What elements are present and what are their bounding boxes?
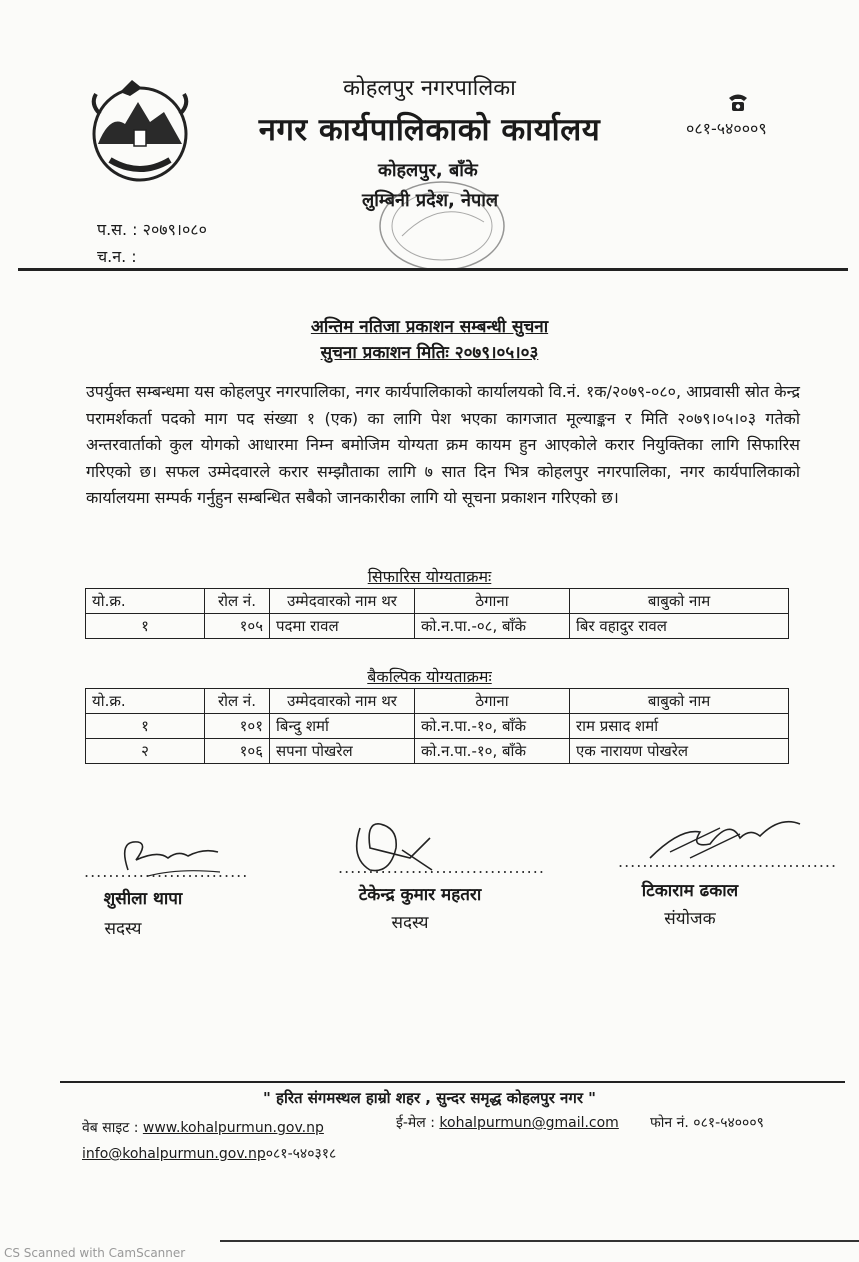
signature-1 (108, 830, 228, 890)
signatory-3-role: संयोजक (664, 909, 716, 929)
footer-phone: फोन नं. ०८१-५४०००९ (650, 1115, 764, 1131)
footer-info (82, 1144, 336, 1163)
notice-date: सुचना प्रकाशन मितिः २०७९।०५।०३ (320, 343, 539, 363)
notice-title: अन्तिम नतिजा प्रकाशन सम्बन्धी सुचना (310, 317, 549, 337)
header-address: ठेगाना (415, 689, 570, 714)
header-address: ठेगाना (415, 589, 570, 614)
cell-address: को.न.पा.-०८, बाँके (415, 614, 570, 639)
cell-father: बिर वहादुर रावल (570, 614, 789, 639)
header-roll: रोल नं. (205, 589, 270, 614)
cell-address: को.न.पा.-१०, बाँके (415, 714, 570, 739)
signature-line-2: .................................. (338, 858, 545, 877)
footer-email (396, 1113, 619, 1132)
header-name: उम्मेदवारको नाम थर (270, 689, 415, 714)
info-email-link[interactable]: info@kohalpurmun.gov.np (82, 1146, 266, 1162)
cell-serial: १ (86, 714, 205, 739)
header-name: उम्मेदवारको नाम थर (270, 589, 415, 614)
footer-slogan: " हरित संगमस्थल हाम्रो शहर , सुन्दर समृद्ध कोहलपुर नगर " (262, 1089, 596, 1107)
header-serial: यो.क्र. (86, 589, 205, 614)
table-header-row (86, 689, 789, 714)
table-header-row (86, 589, 789, 614)
office-stamp (372, 176, 512, 274)
footer-divider (60, 1081, 845, 1083)
cell-name: बिन्दु शर्मा (270, 714, 415, 739)
telephone-icon (727, 92, 749, 112)
notice-body: उपर्युक्त सम्बन्धमा यस कोहलपुर नगरपालिका, नगर कार्यपालिकाको कार्यालयको वि.नं. १क/२०७९-०८०, आप्रवासी स्रोत केन्द्र परामर्शकर्ता पदको माग पद संख्या १ (एक) का लागि पेश भएका कागजात मूल्याङ्कन र मिति २०७९।०५।०३ गतेको अन्तरवार्ताको कुल योगको आधारमा निम्न बमोजिम योग्यता क्रम कायम हुन आएकोले करार नियुक्तिका लागि सिफारिस गरिएको छ। सफल उम्मेदवारले करार सम्झौताका लागि ७ सात दिन भित्र कोहलपुर नगरपालिका, नगर कार्यपालिकाको कार्यालयमा सम्पर्क गर्नुहुन सम्बन्धित सबैको जानकारीका लागि यो सूचना प्रकाशन गरिएको छ। (86, 382, 800, 507)
signatory-2-role: सदस्य (391, 913, 429, 933)
cell-roll: १०५ (205, 614, 270, 639)
cell-name: सपना पोखरेल (270, 739, 415, 764)
cell-serial: २ (86, 739, 205, 764)
address-line-1: कोहलपुर, बाँके (378, 160, 478, 181)
signature-line-1: ........................... (84, 862, 249, 881)
header-father: बाबुको नाम (570, 589, 789, 614)
office-name: नगर कार्यपालिकाको कार्यालय (258, 112, 601, 148)
page-bottom-line (220, 1240, 859, 1242)
website-link[interactable]: www.kohalpurmun.gov.np (142, 1120, 324, 1136)
cell-father: एक नारायण पोखरेल (570, 739, 789, 764)
cell-name: पदमा रावल (270, 614, 415, 639)
dispatch-number: च.न. : (97, 247, 137, 266)
header-phone: ०८१-५४०००९ (686, 119, 767, 138)
info-phone: ०८१-५४०३१८ (265, 1146, 337, 1162)
signatory-2-name: टेकेन्द्र कुमार महतरा (358, 885, 482, 905)
recommended-title: सिफारिस योग्यताक्रमः (367, 567, 492, 586)
signature-line-3: .................................... (618, 852, 838, 871)
cell-father: राम प्रसाद शर्मा (570, 714, 789, 739)
cell-address: को.न.पा.-१०, बाँके (415, 739, 570, 764)
footer-website (82, 1118, 324, 1137)
recommended-table (85, 588, 789, 639)
email-link[interactable]: kohalpurmun@gmail.com (439, 1115, 619, 1131)
alternate-table (85, 688, 789, 764)
cell-roll: १०६ (205, 739, 270, 764)
table-row (86, 614, 789, 639)
header-roll: रोल नं. (205, 689, 270, 714)
cell-serial: १ (86, 614, 205, 639)
website-label: वेब साइट : (82, 1120, 143, 1136)
cell-roll: १०१ (205, 714, 270, 739)
scanner-watermark: CS Scanned with CamScanner (4, 1246, 186, 1260)
header-father: बाबुको नाम (570, 689, 789, 714)
email-label: ई-मेल : (396, 1115, 440, 1131)
reference-number: प.स. : २०७९।०८० (97, 220, 207, 239)
signatory-1-role: सदस्य (104, 919, 142, 939)
signatory-3-name: टिकाराम ढकाल (641, 881, 739, 901)
table-row (86, 714, 789, 739)
header-divider (18, 268, 848, 271)
header-serial: यो.क्र. (86, 689, 205, 714)
alternate-title: बैकल्पिक योग्यताक्रमः (367, 667, 492, 686)
address-line-2: लुम्बिनी प्रदेश, नेपाल (362, 190, 499, 211)
table-row (86, 739, 789, 764)
signatory-1-name: शुसीला थापा (103, 889, 183, 909)
municipality-name: कोहलपुर नगरपालिका (343, 76, 516, 101)
